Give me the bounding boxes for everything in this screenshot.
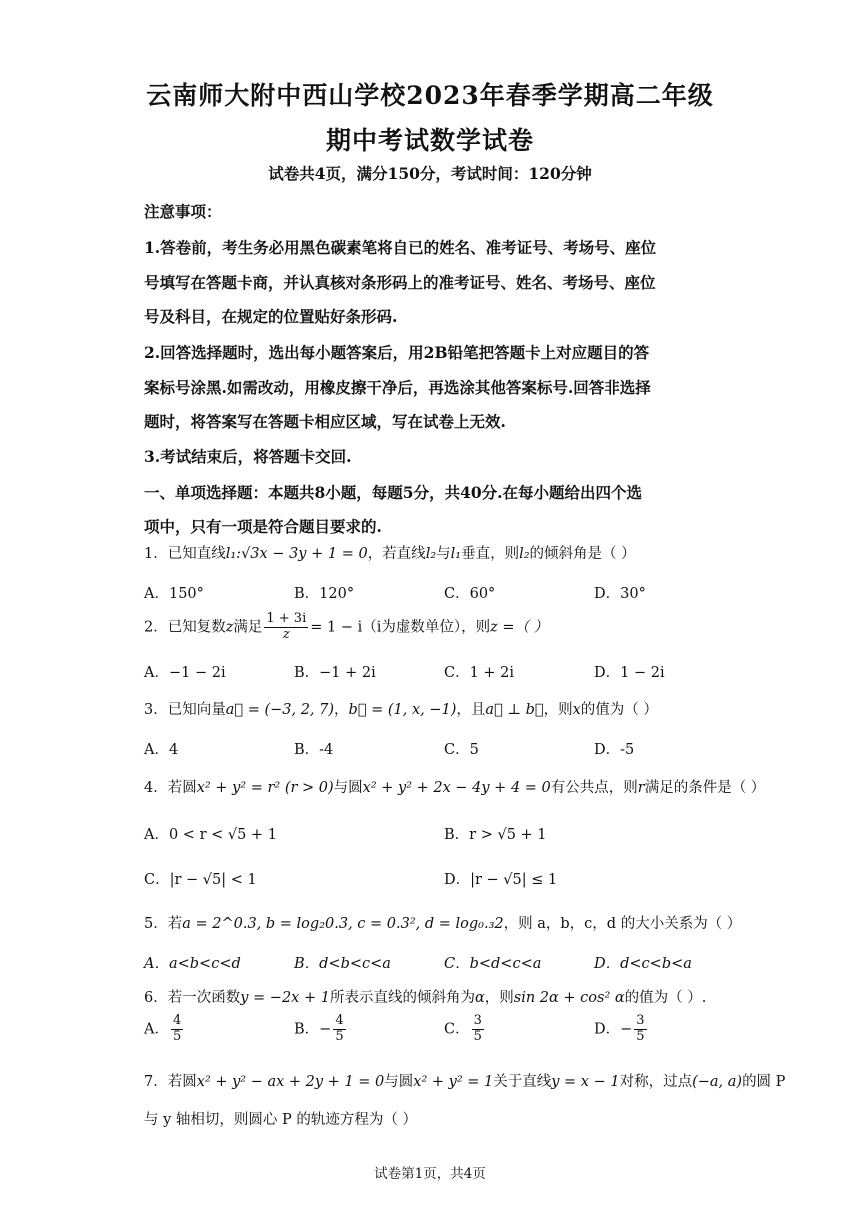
q-text: ，则 a，b，c，d 的大小关系为（ ） [503, 916, 742, 932]
math-expr: x² + y² + 2x − 4y + 4 = 0 [362, 780, 551, 796]
math-expr: a⃗ = (−3, 2, 7) [225, 702, 335, 718]
option-d[interactable]: D．-5 [594, 742, 635, 758]
math-var: α [474, 990, 485, 1006]
option-a[interactable]: A．0 < r < √5 + 1 [144, 827, 277, 843]
notes-line: 1.答卷前，考生务必用黑色碳素笔将自已的姓名、准考证号、考场号、座位 [144, 238, 657, 257]
q-text: 若圆 [167, 1074, 197, 1090]
option-c[interactable]: C．|r − √5| < 1 [144, 872, 257, 888]
question-2 [144, 612, 548, 643]
math-expr: x² + y² − ax + 2y + 1 = 0 [196, 1074, 385, 1090]
section-heading-line2: 项中，只有一项是符合题目要求的. [144, 517, 382, 536]
exam-title-line2: 期中考试数学试卷 [325, 126, 534, 155]
q-text: 所表示直线的倾斜角为 [329, 990, 475, 1006]
question-number: 4． [144, 780, 168, 796]
question-number: 7． [144, 1074, 168, 1090]
question-7-line2: 与 y 轴相切，则圆心 P 的轨迹方程为（ ） [144, 1112, 417, 1128]
math-expr: x² + y² = 1 [413, 1074, 494, 1090]
exam-subtitle: 试卷共4页，满分150分，考试时间：120分钟 [268, 164, 592, 183]
page-footer: 试卷第1页，共4页 [374, 1166, 486, 1182]
notes-line: 2.回答选择题时，选出每小题答案后，用2B铅笔把答题卡上对应题目的答 [144, 343, 650, 362]
option-label: A． [144, 1021, 169, 1038]
math-expr: x² + y² = r² (r > 0) [196, 780, 334, 796]
option-b[interactable]: B．d<b<c<a [294, 956, 391, 972]
q-text: 与 [436, 546, 451, 562]
option-d[interactable]: D．1 − 2i [594, 665, 665, 681]
q-text: ， [334, 702, 349, 718]
question-5 [144, 912, 741, 933]
notes-line: 题时，将答案写在答题卡相应区域，写在试卷上无效. [144, 412, 506, 431]
math-expr: l₂ [519, 546, 530, 562]
q-text: ，且 [456, 702, 486, 718]
fraction-denominator: 5 [172, 1028, 182, 1044]
option-d[interactable]: D．d<c<b<a [594, 956, 692, 972]
math-var: z [225, 619, 234, 636]
option-b[interactable] [294, 1014, 348, 1045]
option-label: C． [444, 1021, 470, 1038]
math-expr: sin 2α + cos² α [513, 990, 625, 1006]
question-number: 5． [144, 916, 168, 932]
q-text: 与圆 [333, 780, 363, 796]
fraction [171, 1014, 183, 1045]
fraction-numerator: 3 [473, 1013, 482, 1028]
q-text: 有公共点，则 [550, 780, 638, 796]
q-text: 已知复数 [167, 619, 226, 636]
section-heading-line1: 一、单项选择题：本题共8小题，每题5分，共40分.在每小题给出四个选 [144, 483, 643, 502]
fraction-numerator: 3 [636, 1013, 645, 1028]
q-text: 垂直，则 [461, 546, 520, 562]
q-text: 若圆 [167, 780, 197, 796]
option-d[interactable]: D．30° [594, 586, 646, 602]
option-c[interactable]: C．b<d<c<a [444, 956, 542, 972]
option-a[interactable] [144, 1014, 185, 1045]
math-expr: l₁ [450, 546, 462, 562]
math-expr: y = −2x + 1 [240, 990, 330, 1006]
fraction [264, 612, 308, 643]
q-text: = 1 − i（i为虚数单位），则 [310, 619, 491, 636]
option-c[interactable]: C．5 [444, 742, 479, 758]
option-b[interactable]: B．-4 [294, 742, 334, 758]
q-text: 满足 [233, 619, 263, 636]
question-3 [144, 698, 658, 719]
q-text: 与圆 [384, 1074, 414, 1090]
q-text: 已知向量 [167, 702, 226, 718]
q-text: ，则 [484, 990, 514, 1006]
fraction-denominator: 5 [335, 1028, 344, 1044]
option-b[interactable]: B．120° [294, 586, 355, 602]
question-7 [144, 1070, 785, 1091]
option-b[interactable]: B．r > √5 + 1 [444, 827, 547, 843]
fraction [472, 1014, 484, 1045]
q-text: 对称，过点 [619, 1074, 693, 1090]
fraction-numerator: 4 [335, 1013, 344, 1028]
option-sign: − [620, 1021, 633, 1038]
fraction-denominator: z [282, 626, 290, 642]
option-c[interactable]: C．60° [444, 586, 496, 602]
math-expr: l₂ [425, 546, 437, 562]
question-6 [144, 986, 706, 1007]
exam-title-line1: 云南师大附中西山学校2023年春季学期高二年级 [146, 81, 714, 110]
option-d[interactable] [594, 1014, 649, 1045]
fraction-denominator: 5 [636, 1028, 645, 1044]
option-a[interactable]: A．150° [144, 586, 204, 602]
math-expr: y = x − 1 [551, 1074, 620, 1090]
q-text: 的倾斜角是（ ） [529, 546, 636, 562]
notes-line: 案标号涂黑.如需改动，用橡皮擦干净后，再选涂其他答案标号.回答非选择 [144, 378, 651, 397]
q-text: ，若直线 [367, 546, 426, 562]
q-text: 的圆 P [742, 1074, 786, 1090]
math-expr: a = 2^0.3, b = log₂0.3, c = 0.3², d = log₀.₃2 [182, 916, 504, 932]
question-4 [144, 776, 765, 797]
notes-line: 号及科目，在规定的位置贴好条形码. [144, 307, 398, 326]
math-expr: (−a, a) [692, 1074, 743, 1090]
fraction [634, 1014, 646, 1045]
option-sign: − [319, 1021, 332, 1038]
option-a[interactable]: A．−1 − 2i [144, 665, 226, 681]
math-var: r [637, 780, 645, 796]
fraction-denominator: 5 [473, 1028, 482, 1044]
fraction-numerator: 4 [172, 1013, 182, 1028]
option-label: B． [294, 1021, 320, 1038]
question-1 [144, 542, 636, 563]
question-number: 6． [144, 990, 168, 1006]
option-c[interactable] [444, 1014, 486, 1045]
q-text: 满足的条件是（ ） [644, 780, 766, 796]
question-number: 3． [144, 702, 168, 718]
fraction [333, 1014, 345, 1045]
q-text: 的值为（ ）. [624, 990, 707, 1006]
option-d[interactable]: D．|r − √5| ≤ 1 [444, 872, 558, 888]
q-text: ，则 [543, 702, 573, 718]
q-text: 若 [167, 916, 183, 932]
q-text: 已知直线 [167, 546, 226, 562]
q-text: 的值为（ ） [580, 702, 658, 718]
option-c[interactable]: C．1 + 2i [444, 665, 515, 681]
option-label: D． [594, 1021, 621, 1038]
q-text: 关于直线 [493, 1074, 552, 1090]
question-number: 2． [144, 619, 168, 636]
option-b[interactable]: B．−1 + 2i [294, 665, 376, 681]
q-text: 若一次函数 [167, 990, 241, 1006]
math-var: x [572, 702, 581, 718]
notes-heading: 注意事项： [144, 202, 222, 221]
fraction-numerator: 1 + 3i [266, 611, 307, 626]
math-expr: b⃗ = (1, x, −1) [348, 702, 457, 718]
question-number: 1． [144, 546, 168, 562]
notes-line: 号填写在答题卡商，并认真核对条形码上的准考证号、姓名、考场号、座位 [144, 273, 656, 292]
option-a[interactable]: A．a<b<c<d [144, 956, 241, 972]
option-a[interactable]: A．4 [144, 742, 179, 758]
notes-line: 3.考试结束后，将答题卡交回. [144, 447, 352, 466]
math-expr: a⃗ ⊥ b⃗ [485, 702, 544, 718]
math-expr: l₁:√3x − 3y + 1 = 0 [225, 546, 368, 562]
math-expr: z =（ ） [490, 619, 549, 636]
